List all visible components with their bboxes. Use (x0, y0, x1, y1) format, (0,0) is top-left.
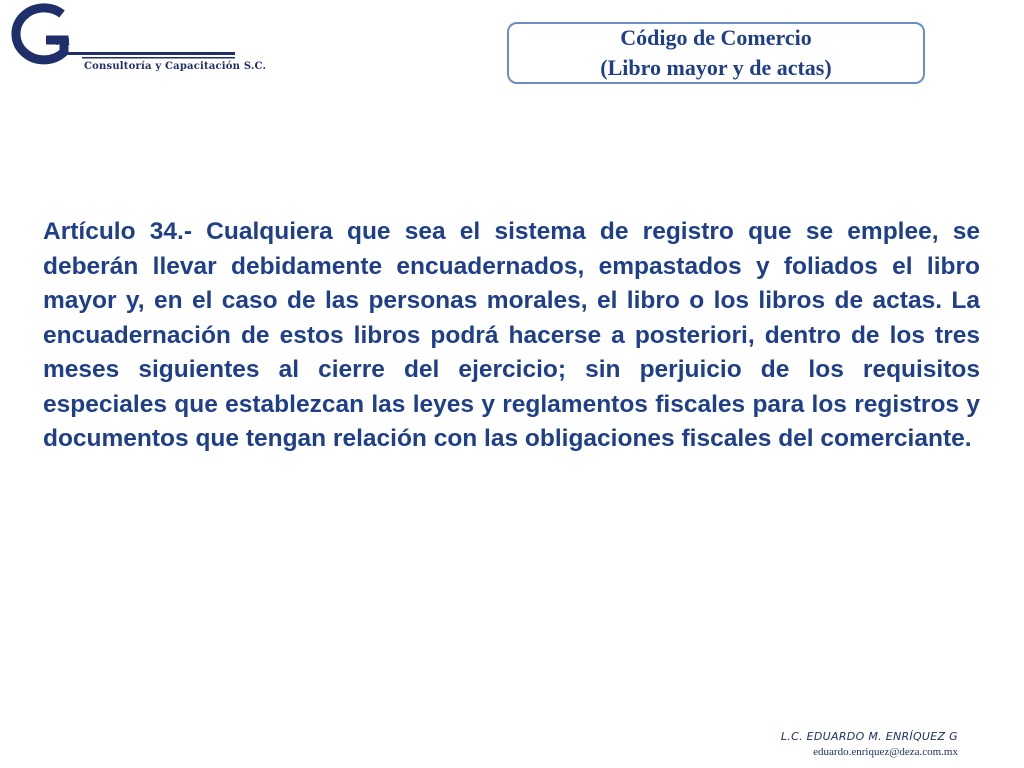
logo-caption: Consultoría y Capacitación S.C. (84, 61, 267, 72)
author-name: L.C. EDUARDO M. ENRÍQUEZ G (780, 730, 958, 743)
author-email: eduardo.enriquez@deza.com.mx (813, 746, 958, 758)
company-logo (0, 0, 267, 80)
title-box (507, 22, 925, 84)
footer (781, 730, 958, 760)
article-text: Artículo 34.- Cualquiera que sea el sistema de registro que se emplee, se deberán llevar debidamente encuadernados, empastados y foliados el libro mayor y, en el caso de las personas morales, el libro o los libros de actas. La encuadernación de estos libros podrá hacerse a posteriori, dentro de los tres meses siguientes al cierre del ejercicio; sin perjuicio de los requisitos especiales que establezcan las leyes y reglamentos fiscales para los registros y documentos que tengan relación con las obligaciones fiscales del comerciante. (43, 218, 980, 452)
title-line-2: (Libro mayor y de actas) (600, 55, 832, 80)
svg-text:va: va (53, 30, 70, 49)
title-line-1: Código de Comercio (620, 25, 812, 50)
